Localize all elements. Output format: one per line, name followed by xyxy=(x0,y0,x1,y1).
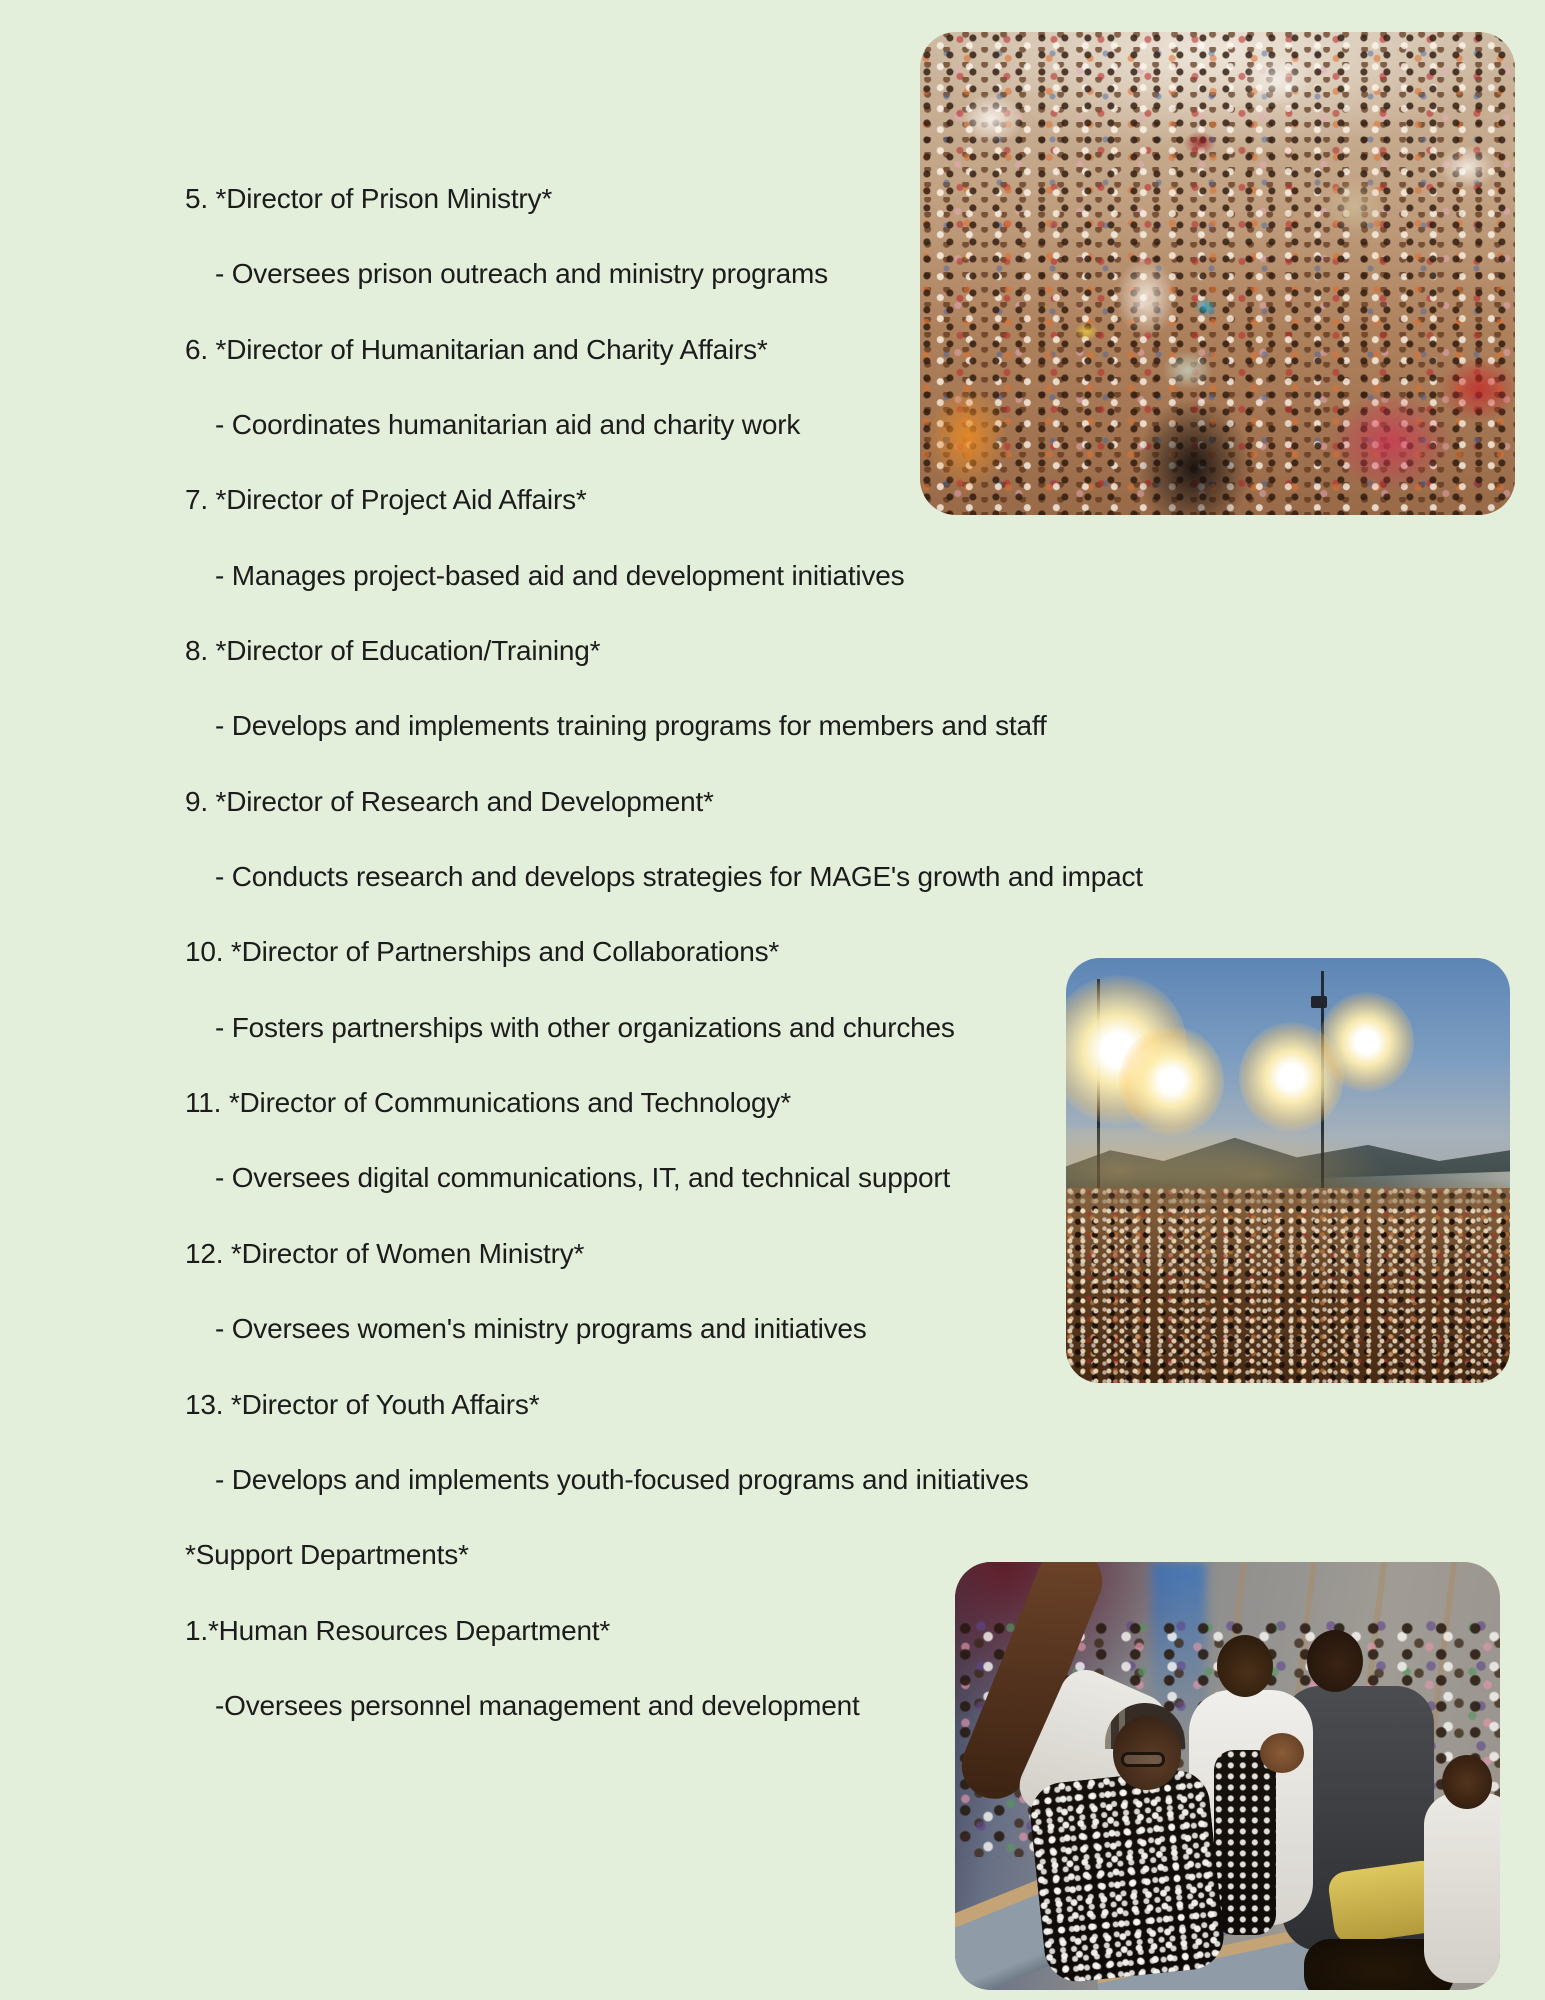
dusk-crowd-photo xyxy=(1066,958,1510,1383)
list-item-title: 13. *Director of Youth Affairs* xyxy=(185,1388,540,1420)
church-congregation-photo xyxy=(955,1562,1500,1990)
worshipper-head xyxy=(1442,1755,1492,1809)
list-item-title: 10. *Director of Partnerships and Collaborations* xyxy=(185,936,780,968)
list-item-title: 11. *Director of Communications and Technology* xyxy=(185,1087,791,1119)
list-item-desc: - Conducts research and develops strategies for MAGE's growth and impact xyxy=(215,861,1143,893)
woman-patterned-top xyxy=(1027,1767,1227,1985)
floodlight-glow xyxy=(1319,992,1414,1092)
crowd-figures xyxy=(920,32,1515,515)
list-item-title: 7. *Director of Project Aid Affairs* xyxy=(185,484,587,516)
crowd-edge-fade xyxy=(1066,1179,1510,1205)
list-item-title: 12. *Director of Women Ministry* xyxy=(185,1237,585,1269)
floodlight-glow xyxy=(1119,1026,1224,1136)
section-heading-support-departments: *Support Departments* xyxy=(185,1539,469,1571)
patterned-dress xyxy=(1214,1750,1276,1935)
list-item-desc: -Oversees personnel management and development xyxy=(215,1689,860,1721)
list-item-title: 8. *Director of Education/Training* xyxy=(185,635,601,667)
list-item-desc: - Develops and implements training programs for members and staff xyxy=(215,710,1047,742)
white-clothed-figure xyxy=(1424,1793,1500,1983)
list-item-desc: - Oversees women's ministry programs and initiatives xyxy=(215,1313,867,1345)
list-item-title: 6. *Director of Humanitarian and Charity Affairs* xyxy=(185,333,768,365)
list-item-desc: - Coordinates humanitarian aid and charity work xyxy=(215,409,801,441)
glasses xyxy=(1121,1752,1165,1767)
list-item-desc: - Oversees digital communications, IT, and technical support xyxy=(215,1162,951,1194)
list-item-title: 5. *Director of Prison Ministry* xyxy=(185,183,553,214)
list-item-title: 9. *Director of Research and Development* xyxy=(185,785,714,817)
speaker-box xyxy=(1311,996,1327,1008)
list-item-desc: - Develops and implements youth-focused programs and initiatives xyxy=(215,1463,1029,1495)
list-item-desc: - Oversees prison outreach and ministry programs xyxy=(215,258,828,290)
crowd-texture xyxy=(1066,1188,1510,1384)
list-item-desc: - Fosters partnerships with other organizations and churches xyxy=(215,1011,955,1043)
woman-braids-head xyxy=(1217,1635,1273,1697)
list-item-desc: - Manages project-based aid and development initiatives xyxy=(215,559,905,591)
man-head xyxy=(1307,1630,1363,1692)
daylight-crowd-photo xyxy=(920,32,1515,515)
list-item-title: 1.*Human Resources Department* xyxy=(185,1614,611,1646)
